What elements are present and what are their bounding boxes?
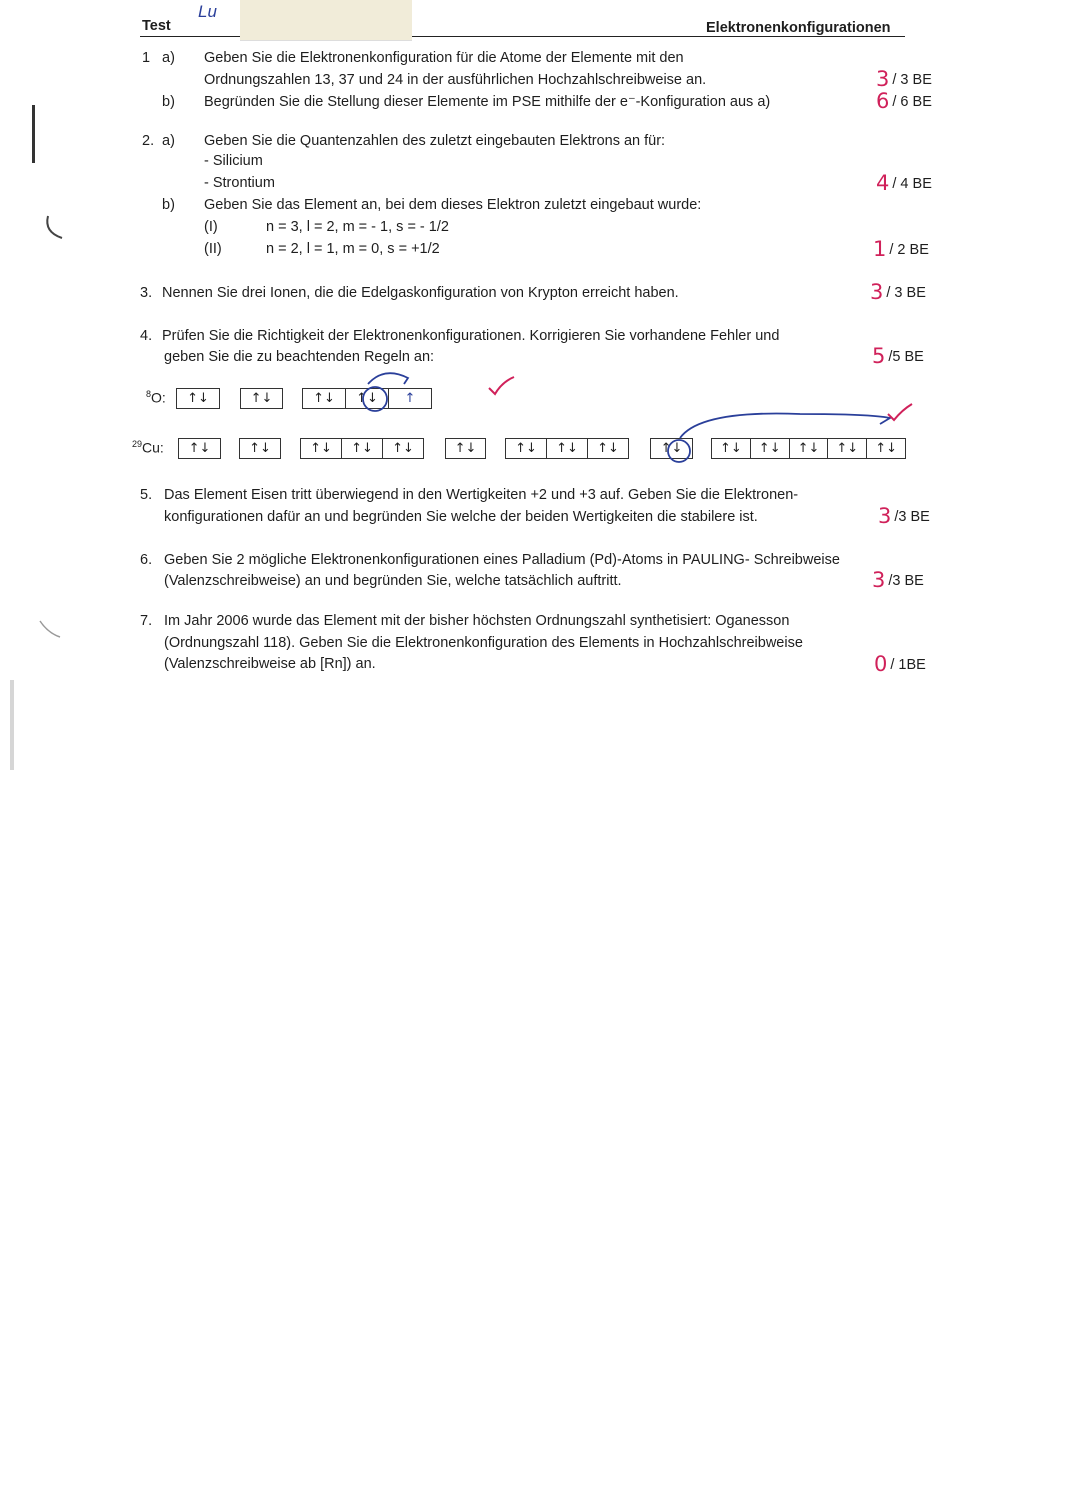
q2b-ii-label: (II) bbox=[204, 241, 222, 257]
oxygen-symbol: O: bbox=[151, 389, 166, 406]
orbital-cell: ↑↓ bbox=[250, 391, 273, 406]
copper-1s-box bbox=[178, 438, 221, 459]
q2a-line2: - Silicium bbox=[204, 153, 263, 169]
q2a-label: a) bbox=[162, 133, 175, 149]
q2b-i-text: n = 3, l = 2, m = - 1, s = - 1/2 bbox=[266, 219, 449, 235]
scan-edge-mark bbox=[10, 680, 14, 770]
q5-number: 5. bbox=[140, 487, 153, 503]
q7-number: 7. bbox=[140, 613, 153, 629]
q1a-line2: Ordnungszahlen 13, 37 und 24 in der ausführlichen Hochzahlschreibweise an. bbox=[204, 72, 707, 88]
q5-score bbox=[878, 504, 930, 528]
q1a-line1: Geben Sie die Elektronenkonfiguration für die Atome der Elemente mit den bbox=[204, 50, 684, 66]
q2b-score-handwritten: 1 bbox=[873, 237, 887, 261]
oxygen-2s-box bbox=[240, 388, 283, 409]
q1-number: 1 bbox=[142, 50, 151, 66]
orbital-cell: ↑↓ bbox=[341, 439, 382, 458]
q4-score bbox=[872, 344, 924, 368]
orbital-cell: ↑↓ bbox=[382, 439, 423, 458]
correction-arrow bbox=[368, 373, 408, 384]
q1b-score-handwritten: 6 bbox=[876, 89, 890, 113]
oxygen-mass-number: 8 bbox=[146, 389, 152, 399]
q2b-line1: Geben Sie das Element an, bei dem dieses Elektron zuletzt eingebaut wurde: bbox=[204, 197, 702, 213]
q2a-line1: Geben Sie die Quantenzahlen des zuletzt eingebauten Elektrons an für: bbox=[204, 133, 666, 149]
scan-edge-mark bbox=[40, 212, 70, 242]
q2a-line3: - Strontium bbox=[204, 175, 275, 191]
copper-correction-marks bbox=[660, 396, 920, 468]
q3-score-text: / 3 BE bbox=[886, 285, 926, 301]
orbital-cell: ↑↓ bbox=[345, 389, 388, 408]
q2b-label: b) bbox=[162, 197, 175, 213]
orbital-cell: ↑↓ bbox=[587, 439, 628, 458]
orbital-cell: ↑↓ bbox=[249, 441, 271, 456]
oxygen-1s-box bbox=[176, 388, 220, 409]
q2a-score-handwritten: 4 bbox=[876, 171, 890, 195]
q1a-score bbox=[876, 67, 932, 91]
orbital-cell: ↑↓ bbox=[720, 441, 742, 456]
oxygen-correction-marks bbox=[350, 366, 430, 414]
q6-score bbox=[872, 568, 924, 592]
header-title: Elektronenkonfigurationen bbox=[706, 20, 891, 36]
q1a-label: a) bbox=[162, 50, 175, 66]
q2-number: 2. bbox=[142, 133, 155, 149]
q1a-score-handwritten: 3 bbox=[876, 67, 890, 91]
q1b-score bbox=[876, 89, 932, 113]
check-mark-icon bbox=[486, 374, 518, 398]
q7-line1: Im Jahr 2006 wurde das Element mit der bisher höchsten Ordnungszahl synthetisiert: Oganesson bbox=[164, 613, 790, 629]
q7-score-handwritten: 0 bbox=[874, 652, 888, 676]
q2a-score bbox=[876, 171, 932, 195]
orbital-cell: ↑↓ bbox=[866, 439, 905, 458]
copper-mass-number: 29 bbox=[132, 439, 143, 449]
q7-score bbox=[874, 652, 926, 676]
q1a-score-text: / 3 BE bbox=[892, 72, 932, 88]
orbital-cell: ↑↓ bbox=[660, 441, 683, 456]
q5-line2: konfigurationen dafür an und begründen Sie welche der beiden Wertigkeiten die stabilere ist. bbox=[164, 509, 758, 525]
q6-score-text: /3 BE bbox=[888, 573, 924, 589]
q6-line1: Geben Sie 2 mögliche Elektronenkonfigurationen eines Palladium (Pd)-Atoms in PAULING- Schreibweise bbox=[164, 552, 840, 568]
orbital-cell: ↑↓ bbox=[313, 391, 335, 406]
orbital-cell: ↑↓ bbox=[454, 441, 477, 456]
scan-edge-mark bbox=[32, 105, 35, 163]
q6-number: 6. bbox=[140, 552, 153, 568]
orbital-cell: ↑↓ bbox=[750, 439, 789, 458]
q2a-score-text: / 4 BE bbox=[892, 176, 932, 192]
q6-line2: (Valenzschreibweise) an und begründen Sie, welche tatsächlich auftritt. bbox=[164, 573, 622, 589]
q3-score-handwritten: 3 bbox=[870, 280, 884, 304]
copper-2p-box bbox=[300, 438, 424, 459]
orbital-cell: ↑↓ bbox=[515, 441, 537, 456]
copper-label bbox=[132, 439, 164, 456]
orbital-cell: ↑↓ bbox=[827, 439, 866, 458]
correction-circle bbox=[668, 440, 690, 462]
q6-score-handwritten: 3 bbox=[872, 568, 886, 592]
oxygen-label bbox=[146, 389, 166, 406]
handwritten-name: Lu bbox=[198, 2, 217, 21]
q4-line2: geben Sie die zu beachtenden Regeln an: bbox=[164, 349, 435, 365]
copper-2s-box bbox=[239, 438, 281, 459]
check-mark-icon bbox=[888, 404, 912, 420]
q2b-i-label: (I) bbox=[204, 219, 218, 235]
q2b-score bbox=[873, 237, 929, 261]
q2b-ii-text: n = 2, l = 1, m = 0, s = +1/2 bbox=[266, 241, 440, 257]
q1b-score-text: / 6 BE bbox=[892, 94, 932, 110]
q3-score bbox=[870, 280, 926, 304]
orbital-cell: ↑ bbox=[388, 389, 431, 408]
q1b-label: b) bbox=[162, 94, 175, 110]
copper-symbol: Cu: bbox=[142, 439, 164, 456]
q7-score-text: / 1BE bbox=[890, 657, 926, 673]
orbital-cell: ↑↓ bbox=[187, 391, 209, 406]
copper-3s-box bbox=[445, 438, 486, 459]
copper-3p-box bbox=[505, 438, 629, 459]
orbital-cell: ↑↓ bbox=[546, 439, 587, 458]
q4-score-handwritten: 5 bbox=[872, 344, 886, 368]
q2b-score-text: / 2 BE bbox=[889, 242, 929, 258]
orbital-cell: ↑↓ bbox=[789, 439, 828, 458]
orbital-cell: ↑↓ bbox=[310, 441, 332, 456]
q4-line1: Prüfen Sie die Richtigkeit der Elektronenkonfigurationen. Korrigieren Sie vorhandene Fehler und bbox=[162, 328, 780, 344]
q5-score-text: /3 BE bbox=[894, 509, 930, 525]
sticky-note bbox=[240, 0, 412, 41]
correction-circle bbox=[363, 387, 387, 411]
header-test-label: Test bbox=[142, 18, 171, 34]
q4-score-text: /5 BE bbox=[888, 349, 924, 365]
scan-edge-mark bbox=[36, 615, 66, 645]
q5-score-handwritten: 3 bbox=[878, 504, 892, 528]
orbital-cell: ↑↓ bbox=[188, 441, 211, 456]
q7-line2: (Ordnungszahl 118). Geben Sie die Elektronenkonfiguration des Elements in Hochzahlschreibweise bbox=[164, 635, 803, 651]
q7-line3: (Valenzschreibweise ab [Rn]) an. bbox=[164, 656, 376, 672]
q3-number: 3. bbox=[140, 285, 153, 301]
correction-arrow bbox=[680, 414, 890, 439]
q3-text: Nennen Sie drei Ionen, die die Edelgaskonfiguration von Krypton erreicht haben. bbox=[162, 285, 679, 301]
q4-number: 4. bbox=[140, 328, 153, 344]
q1b-line1: Begründen Sie die Stellung dieser Elemente im PSE mithilfe der e⁻-Konfiguration aus a) bbox=[204, 94, 771, 110]
q5-line1: Das Element Eisen tritt überwiegend in den Wertigkeiten +2 und +3 auf. Geben Sie die Elektronen- bbox=[164, 487, 799, 503]
